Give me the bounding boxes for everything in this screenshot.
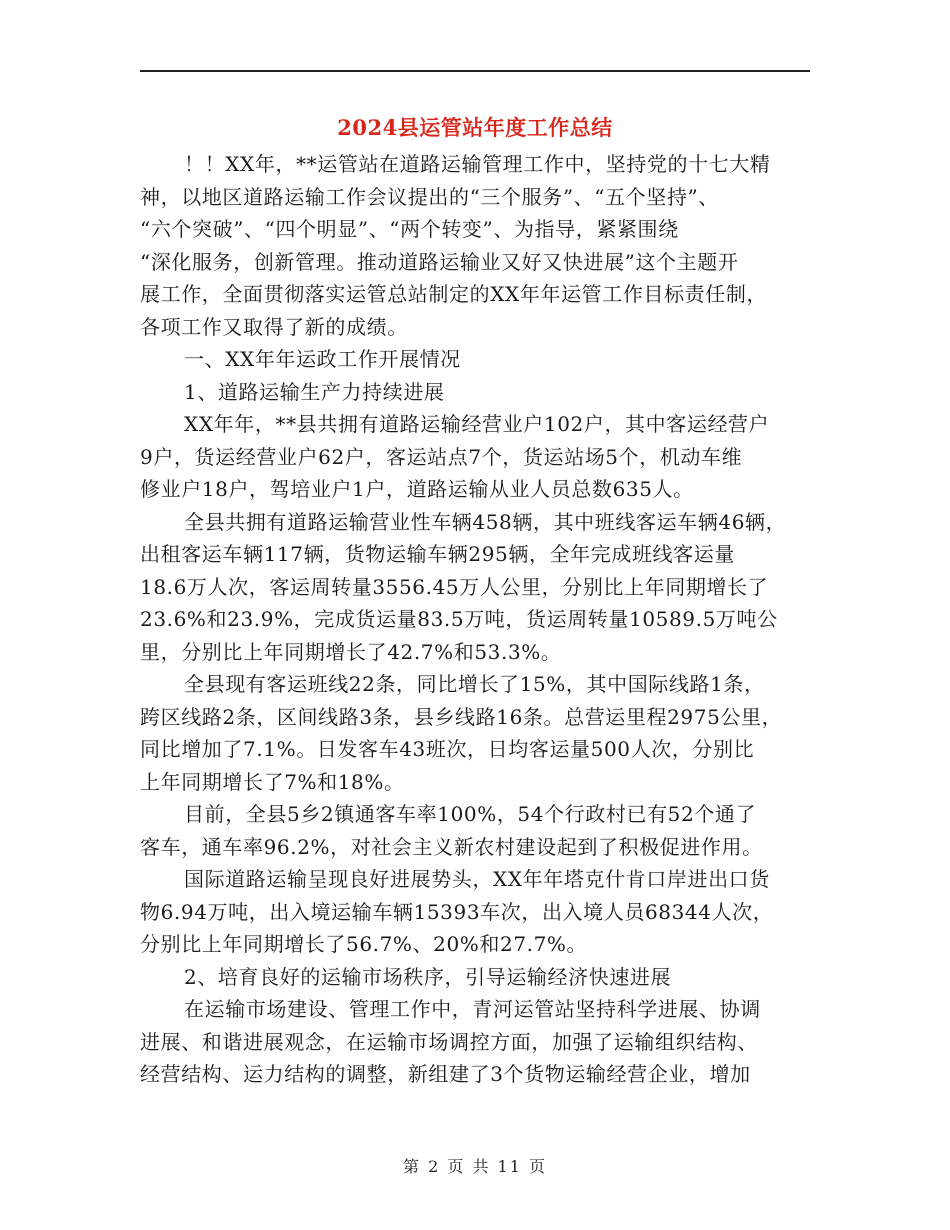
- document-body: [140, 148, 815, 1091]
- text-line: 分别比上年同期增长了56.7%、20%和27.7%。: [140, 932, 588, 956]
- text-line: 跨区线路2条，区间线路3条，县乡线路16条。总营运里程2975公里，: [140, 704, 783, 729]
- text-line: 一、XX年年运政工作开展情况: [184, 347, 461, 371]
- text-line: 在运输市场建设、管理工作中，青河运管站坚持科学进展、协调: [184, 997, 761, 1021]
- text-line: 全县共拥有道路运输营业性车辆458辆，其中班线客运车辆46辆，: [184, 509, 787, 534]
- text-line: 上年同期增长了7%和18%。: [140, 769, 405, 794]
- text-line: 目前，全县5乡2镇通客车率100%，54个行政村已有52个通了: [184, 802, 757, 826]
- page-footer: 第 2 页 共 11 页: [403, 1157, 547, 1176]
- text-line: 2、培育良好的运输市场秩序，引导运输经济快速进展: [184, 964, 672, 989]
- text-line: 修业户18户，驾培业户1户，道路运输从业人员总数635人。: [140, 477, 694, 501]
- text-line: 物6.94万吨，出入境运输车辆15393车次，出入境人员68344人次，: [140, 899, 774, 924]
- document-title: 2024县运管站年度工作总结: [337, 115, 613, 140]
- text-line: 1、道路运输生产力持续进展: [184, 379, 445, 404]
- text-line: 展工作，全面贯彻落实运管总站制定的XX年年运管工作目标责任制，: [140, 282, 768, 306]
- text-line: 23.6%和23.9%，完成货运量83.5万吨，货运周转量10589.5万吨公: [140, 607, 778, 631]
- text-line: 同比增加了7.1%。日发客车43班次，日均客运量500人次，分别比: [140, 737, 755, 761]
- text-line: ！！XX年，**运管站在道路运输管理工作中，坚持党的十七大精: [184, 152, 771, 176]
- text-line: 里，分别比上年同期增长了42.7%和53.3%。: [140, 639, 562, 664]
- text-line: 9户，货运经营业户62户，客运站点7个，货运站场5个，机动车维: [140, 444, 743, 469]
- text-line: 国际道路运输呈现良好进展势头，XX年年塔克什肯口岸进出口货: [184, 867, 770, 891]
- text-line: 经营结构、运力结构的调整，新组建了3个货物运输经营企业，增加: [140, 1062, 751, 1086]
- text-line: 全县现有客运班线22条，同比增长了15%，其中国际线路1条，: [184, 672, 765, 696]
- text-line: 神，以地区道路运输工作会议提出的“三个服务”、“五个坚持”、: [140, 184, 719, 209]
- text-line: 进展、和谐进展观念，在运输市场调控方面，加强了运输组织结构、: [140, 1029, 758, 1054]
- text-line: “深化服务，创新管理。推动道路运输业又好又快进展”这个主题开: [140, 249, 739, 274]
- text-line: 客车，通车率96.2%，对社会主义新农村建设起到了积极促进作用。: [140, 834, 763, 859]
- text-line: 各项工作又取得了新的成绩。: [140, 314, 408, 339]
- text-line: XX年年，**县共拥有道路运输经营业户102户，其中客运经营户: [184, 412, 770, 436]
- text-line: 出租客运车辆117辆，货物运输车辆295辆，全年完成班线客运量: [140, 542, 735, 566]
- text-line: 18.6万人次，客运周转量3556.45万人公里，分别比上年同期增长了: [140, 574, 769, 599]
- header-rule: [140, 70, 810, 72]
- text-line: “六个突破”、“四个明显”、“两个转变”、为指导，紧紧围绕: [140, 217, 679, 241]
